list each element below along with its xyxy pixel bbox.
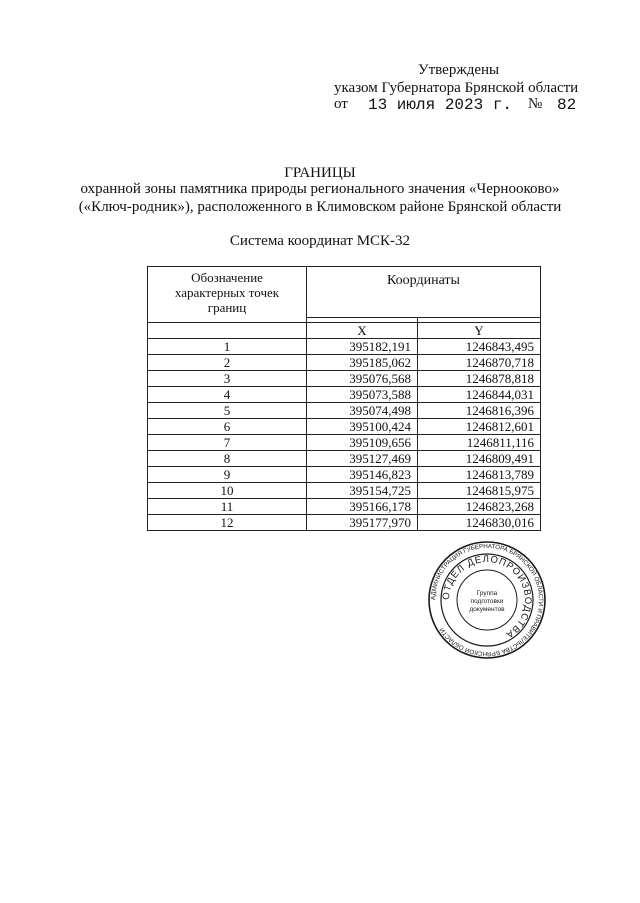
coordinates-header: Координаты [307,267,541,318]
y-coordinate-cell: 1246843,495 [418,339,541,355]
stamp-outer-text: АДМИНИСТРАЦИЯ ГУБЕРНАТОРА БРЯНСКОЙ ОБЛАСТИ И ПРАВИТЕЛЬСТВА БРЯНСКОЙ ОБЛАСТИ [429,542,545,658]
point-number-cell: 11 [148,499,307,515]
x-coordinate-cell: 395166,178 [307,499,418,515]
coordinates-table [147,266,541,531]
header-line: границ [207,300,247,315]
approved-label: Утверждены [418,62,500,78]
axis-header-row [148,323,541,339]
point-number-cell: 4 [148,387,307,403]
y-coordinate-cell: 1246809,491 [418,451,541,467]
y-coordinate-cell: 1246811,116 [418,435,541,451]
x-coordinate-cell: 395127,469 [307,451,418,467]
point-number-cell: 1 [148,339,307,355]
document-subtitle-line1: охранной зоны памятника природы регионального значения «Чернооково» [80,181,560,197]
y-coordinate-cell: 1246830,016 [418,515,541,531]
table-row [148,355,541,371]
point-number-cell: 5 [148,403,307,419]
x-coordinate-cell: 395100,424 [307,419,418,435]
header-line: Обозначение [191,270,263,285]
point-number-cell: 3 [148,371,307,387]
stamp-center-line: документов [469,606,505,613]
y-coordinate-cell: 1246813,789 [418,467,541,483]
x-header: X [307,323,418,339]
table-row [148,467,541,483]
official-stamp [428,541,546,659]
decree-number: 82 [557,96,577,114]
x-coordinate-cell: 395073,588 [307,387,418,403]
x-coordinate-cell: 395182,191 [307,339,418,355]
y-coordinate-cell: 1246878,818 [418,371,541,387]
x-coordinate-cell: 395074,498 [307,403,418,419]
table-row [148,419,541,435]
table-row [148,435,541,451]
x-coordinate-cell: 395146,823 [307,467,418,483]
header-line: характерных точек [174,285,280,300]
document-heading: ГРАНИЦЫ [284,165,356,181]
table-row [148,499,541,515]
y-coordinate-cell: 1246815,975 [418,483,541,499]
point-number-cell: 12 [148,515,307,531]
table-row [148,339,541,355]
x-coordinate-cell: 395109,656 [307,435,418,451]
y-coordinate-cell: 1246844,031 [418,387,541,403]
stamp-center-line: подготовки [470,598,504,605]
point-number-cell: 8 [148,451,307,467]
y-header: Y [418,323,541,339]
x-coordinate-cell: 395076,568 [307,371,418,387]
y-coordinate-cell: 1246816,396 [418,403,541,419]
point-number-cell: 2 [148,355,307,371]
table-row [148,403,541,419]
table-header-row [148,267,541,318]
decree-date: 13 июля 2023 г. [368,96,513,114]
table-row [148,515,541,531]
table-row [148,371,541,387]
stamp-center-line: Группа [476,590,498,597]
point-number-cell: 10 [148,483,307,499]
decree-line: указом Губернатора Брянской области [334,80,579,96]
table-body [148,339,541,531]
stamp-inner-text: ОТДЕЛ ДЕЛОПРОИЗВОДСТВА [440,553,534,641]
table-row [148,387,541,403]
point-designation-header [148,267,307,323]
from-label: от [334,96,348,112]
point-number-cell: 9 [148,467,307,483]
point-number-cell: 7 [148,435,307,451]
x-coordinate-cell: 395185,062 [307,355,418,371]
y-coordinate-cell: 1246823,268 [418,499,541,515]
x-coordinate-cell: 395154,725 [307,483,418,499]
number-label: № [528,96,543,112]
x-coordinate-cell: 395177,970 [307,515,418,531]
table-row [148,483,541,499]
point-number-cell: 6 [148,419,307,435]
y-coordinate-cell: 1246812,601 [418,419,541,435]
empty-cell [148,323,307,339]
document-subtitle-line2: («Ключ-родник»), расположенного в Климовском районе Брянской области [78,199,562,215]
table-row [148,451,541,467]
coordinate-system-label: Система координат МСК-32 [229,233,411,249]
y-coordinate-cell: 1246870,718 [418,355,541,371]
